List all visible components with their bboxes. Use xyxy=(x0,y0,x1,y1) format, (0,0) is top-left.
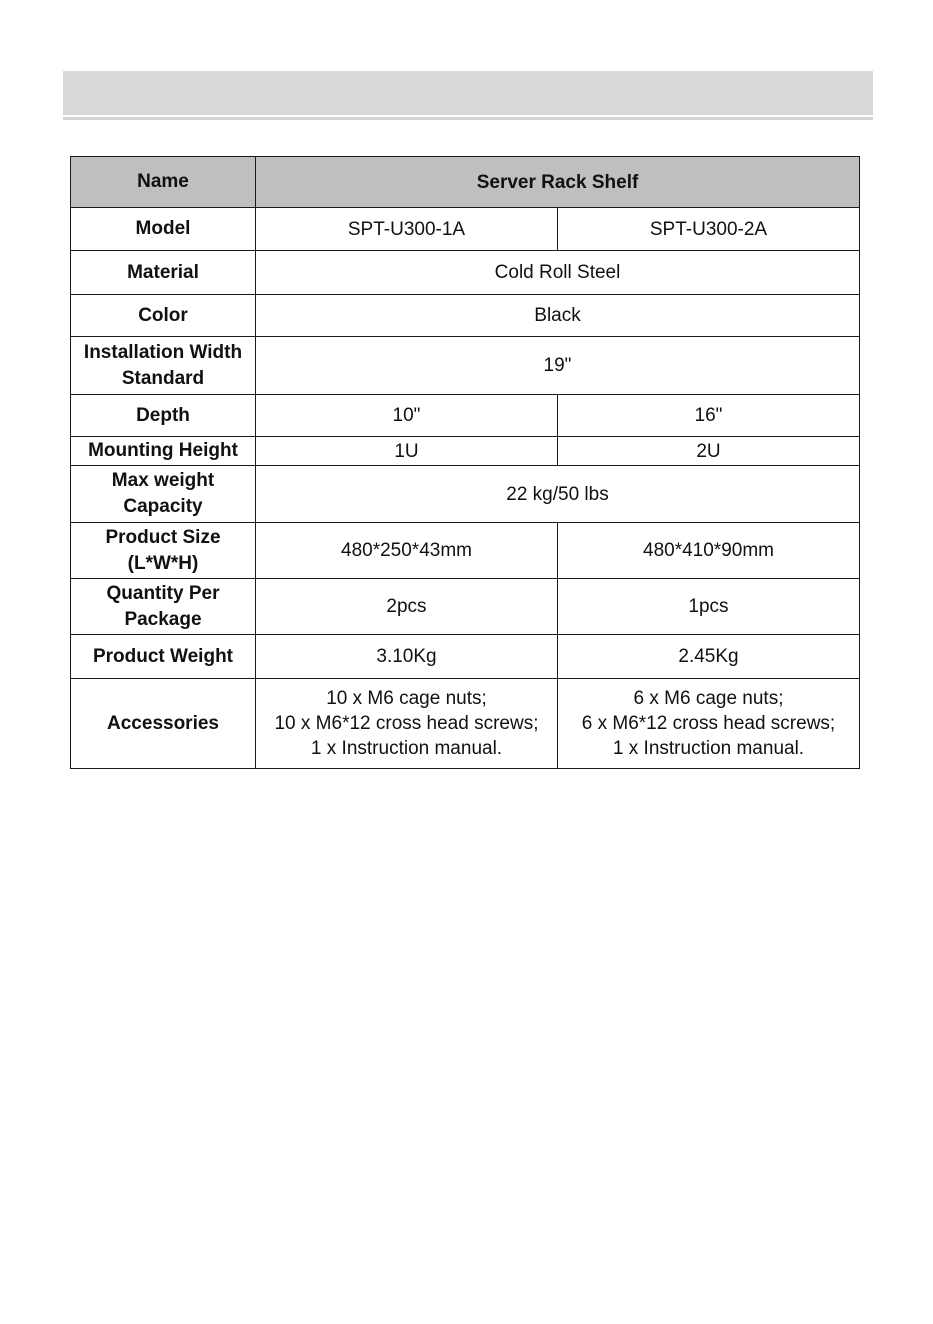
row-label-line: Product Size xyxy=(105,526,221,548)
row-label-max-weight xyxy=(71,466,256,523)
quantity-value-b: 1pcs xyxy=(558,579,860,635)
row-label-line: Package xyxy=(124,608,202,630)
row-label-material: Material xyxy=(71,251,256,295)
section-header-bar xyxy=(63,71,873,115)
header-name-label: Name xyxy=(71,157,256,208)
model-value-a: SPT-U300-1A xyxy=(256,208,558,251)
accessory-line: 1 x Instruction manual. xyxy=(612,738,805,759)
table-header-row xyxy=(71,157,860,208)
table-row-max-weight xyxy=(71,466,860,523)
depth-value-a: 10" xyxy=(256,395,558,437)
table-row-color xyxy=(71,295,860,337)
table-row-installation-width xyxy=(71,337,860,395)
table-row-material xyxy=(71,251,860,295)
material-value: Cold Roll Steel xyxy=(256,251,860,295)
accessory-line: 10 x M6*12 cross head screws; xyxy=(274,713,539,734)
quantity-value-a: 2pcs xyxy=(256,579,558,635)
accessory-line: 1 x Instruction manual. xyxy=(310,738,503,759)
table-row-mounting-height xyxy=(71,437,860,466)
table-row-model xyxy=(71,208,860,251)
product-weight-value-b: 2.45Kg xyxy=(558,635,860,679)
max-weight-value: 22 kg/50 lbs xyxy=(256,466,860,523)
row-label-line: Capacity xyxy=(123,496,203,517)
depth-value-b: 16" xyxy=(558,395,860,437)
mounting-height-value-a: 1U xyxy=(256,437,558,466)
mounting-height-value-b: 2U xyxy=(558,437,860,466)
accessory-line: 6 x M6 cage nuts; xyxy=(633,688,784,709)
accessories-value-a xyxy=(256,679,558,769)
table-row-accessories xyxy=(71,679,860,769)
row-label-color: Color xyxy=(71,295,256,337)
product-size-value-b: 480*410*90mm xyxy=(558,523,860,579)
row-label-model: Model xyxy=(71,208,256,251)
accessory-line: 10 x M6 cage nuts; xyxy=(326,688,487,709)
color-value: Black xyxy=(256,295,860,337)
table-row-depth xyxy=(71,395,860,437)
row-label-product-weight: Product Weight xyxy=(71,635,256,679)
row-label-product-size xyxy=(71,523,256,579)
table-row-product-weight xyxy=(71,635,860,679)
row-label-line: (L*W*H) xyxy=(127,552,199,574)
row-label-line: Standard xyxy=(121,367,205,389)
product-size-value-a: 480*250*43mm xyxy=(256,523,558,579)
row-label-installation-width xyxy=(71,337,256,395)
table-row-product-size xyxy=(71,523,860,579)
product-weight-value-a: 3.10Kg xyxy=(256,635,558,679)
row-label-line: Quantity Per xyxy=(106,582,220,604)
row-label-line: Max weight xyxy=(111,470,215,491)
row-label-quantity xyxy=(71,579,256,635)
header-product-name: Server Rack Shelf xyxy=(256,157,860,208)
row-label-mounting-height: Mounting Height xyxy=(71,437,256,466)
row-label-line: Installation Width xyxy=(83,341,243,363)
section-divider xyxy=(63,117,873,120)
accessories-value-b xyxy=(558,679,860,769)
table-row-quantity xyxy=(71,579,860,635)
model-value-b: SPT-U300-2A xyxy=(558,208,860,251)
row-label-depth: Depth xyxy=(71,395,256,437)
installation-width-value: 19" xyxy=(256,337,860,395)
accessory-line: 6 x M6*12 cross head screws; xyxy=(581,713,836,734)
row-label-accessories: Accessories xyxy=(71,679,256,769)
spec-table xyxy=(70,156,860,769)
